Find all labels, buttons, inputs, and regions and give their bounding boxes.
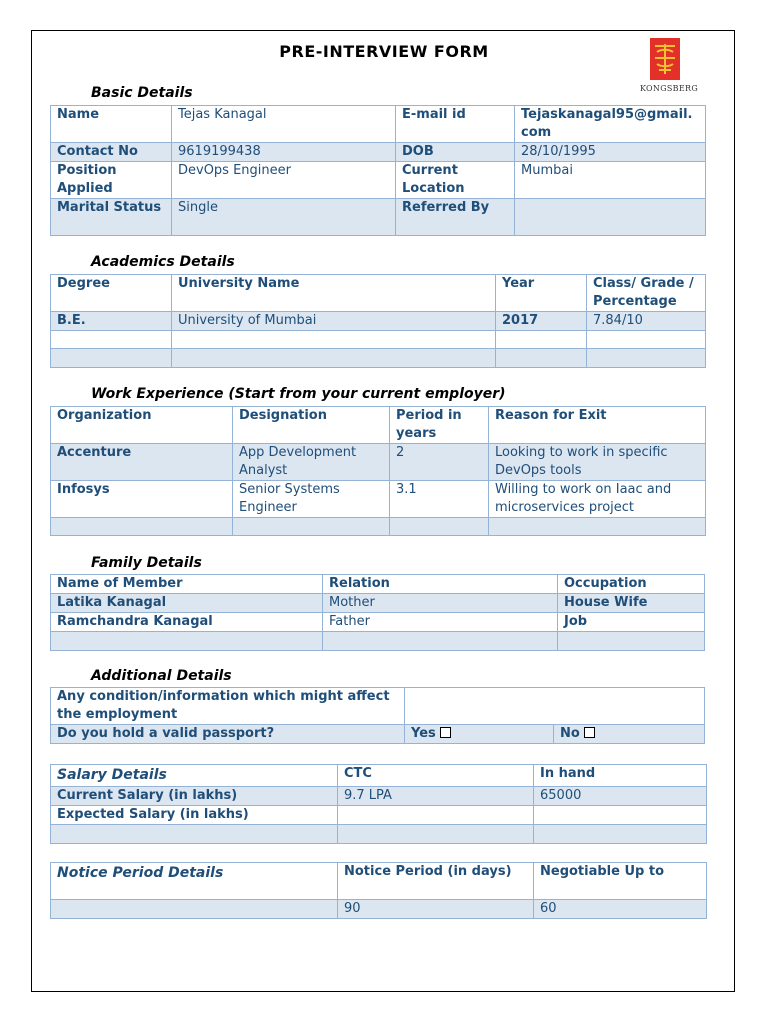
salary-table [50, 764, 707, 844]
yes-checkbox[interactable] [440, 727, 451, 738]
reason-cell[interactable] [489, 518, 706, 536]
no-checkbox[interactable] [584, 727, 595, 738]
university-cell[interactable]: University of Mumbai [172, 312, 496, 331]
university-header: University Name [172, 275, 496, 312]
passport-label: Do you hold a valid passport? [51, 725, 405, 744]
family-heading: Family Details [91, 555, 202, 571]
table-header-row [51, 407, 706, 444]
table-row [51, 143, 706, 162]
organization-cell[interactable] [51, 518, 233, 536]
table-row [51, 632, 705, 651]
year-cell[interactable]: 2017 [496, 312, 587, 331]
organization-cell[interactable]: Infosys [51, 481, 233, 518]
designation-cell[interactable] [233, 518, 390, 536]
grade-cell[interactable] [587, 349, 706, 368]
member-name-cell[interactable]: Ramchandra Kanagal [51, 613, 323, 632]
work-experience-table [50, 406, 706, 536]
name-value[interactable]: Tejas Kanagal [172, 106, 396, 143]
grade-header: Class/ Grade / Percentage [587, 275, 706, 312]
referred-value[interactable] [515, 199, 706, 236]
table-header-row [51, 575, 705, 594]
table-header-row [51, 765, 707, 787]
expected-ctc-value[interactable] [338, 806, 534, 825]
basic-details-heading: Basic Details [91, 85, 193, 101]
relation-cell[interactable]: Mother [323, 594, 558, 613]
academics-heading: Academics Details [91, 254, 235, 270]
notice-period-header: Notice Period (in days) [338, 863, 534, 900]
yes-label: Yes [411, 726, 436, 741]
table-header-row [51, 275, 706, 312]
salary-cell[interactable] [51, 825, 338, 844]
notice-period-value[interactable]: 90 [338, 900, 534, 919]
table-row [51, 725, 705, 744]
position-label: Position Applied [51, 162, 172, 199]
family-table [50, 574, 705, 651]
expected-in-hand-value[interactable] [534, 806, 707, 825]
salary-cell[interactable] [338, 825, 534, 844]
ctc-header: CTC [338, 765, 534, 787]
relation-cell[interactable]: Father [323, 613, 558, 632]
expected-salary-label: Expected Salary (in lakhs) [51, 806, 338, 825]
reason-header: Reason for Exit [489, 407, 706, 444]
additional-heading: Additional Details [91, 668, 232, 684]
relation-header: Relation [323, 575, 558, 594]
year-cell[interactable] [496, 349, 587, 368]
table-row [51, 806, 707, 825]
designation-cell[interactable]: App Development Analyst [233, 444, 390, 481]
no-label: No [560, 726, 580, 741]
work-experience-heading: Work Experience (Start from your current employer) [91, 386, 506, 402]
degree-header: Degree [51, 275, 172, 312]
form-title: PRE-INTERVIEW FORM [279, 42, 489, 61]
member-name-cell[interactable] [51, 632, 323, 651]
reason-cell[interactable]: Willing to work on Iaac and microservices project [489, 481, 706, 518]
passport-yes-option[interactable] [405, 725, 554, 744]
occupation-cell[interactable] [558, 632, 705, 651]
occupation-cell[interactable]: Job [558, 613, 705, 632]
grade-cell[interactable] [587, 331, 706, 349]
table-row [51, 825, 707, 844]
marital-label: Marital Status [51, 199, 172, 236]
email-label: E-mail id [396, 106, 515, 143]
designation-header: Designation [233, 407, 390, 444]
table-row [51, 688, 705, 725]
name-label: Name [51, 106, 172, 143]
salary-cell[interactable] [534, 825, 707, 844]
university-cell[interactable] [172, 349, 496, 368]
relation-cell[interactable] [323, 632, 558, 651]
negotiable-header: Negotiable Up to [534, 863, 707, 900]
member-name-header: Name of Member [51, 575, 323, 594]
period-cell[interactable] [390, 518, 489, 536]
degree-cell[interactable] [51, 331, 172, 349]
additional-table [50, 687, 705, 744]
table-row [51, 481, 706, 518]
dob-label: DOB [396, 143, 515, 162]
table-row [51, 900, 707, 919]
position-value[interactable]: DevOps Engineer [172, 162, 396, 199]
table-row [51, 162, 706, 199]
referred-label: Referred By [396, 199, 515, 236]
table-header-row [51, 863, 707, 900]
basic-details-table [50, 105, 706, 236]
current-in-hand-value[interactable]: 65000 [534, 787, 707, 806]
negotiable-value[interactable]: 60 [534, 900, 707, 919]
notice-period-table [50, 862, 707, 919]
academics-table [50, 274, 706, 368]
table-row [51, 787, 707, 806]
period-cell[interactable]: 2 [390, 444, 489, 481]
table-row [51, 312, 706, 331]
notice-heading: Notice Period Details [51, 863, 338, 900]
reason-cell[interactable]: Looking to work in specific DevOps tools [489, 444, 706, 481]
contact-label: Contact No [51, 143, 172, 162]
passport-no-option[interactable] [554, 725, 705, 744]
marital-value[interactable]: Single [172, 199, 396, 236]
university-cell[interactable] [172, 331, 496, 349]
table-row [51, 594, 705, 613]
table-row [51, 331, 706, 349]
current-ctc-value[interactable]: 9.7 LPA [338, 787, 534, 806]
occupation-cell[interactable]: House Wife [558, 594, 705, 613]
in-hand-header: In hand [534, 765, 707, 787]
year-header: Year [496, 275, 587, 312]
member-name-cell[interactable]: Latika Kanagal [51, 594, 323, 613]
organization-cell[interactable]: Accenture [51, 444, 233, 481]
email-value[interactable]: Tejaskanagal95@gmail.com [515, 106, 706, 143]
notice-cell[interactable] [51, 900, 338, 919]
current-salary-label: Current Salary (in lakhs) [51, 787, 338, 806]
table-row [51, 444, 706, 481]
salary-heading: Salary Details [51, 765, 338, 787]
location-value[interactable]: Mumbai [515, 162, 706, 199]
year-cell[interactable] [496, 331, 587, 349]
condition-value[interactable] [405, 688, 705, 725]
table-row [51, 349, 706, 368]
organization-header: Organization [51, 407, 233, 444]
period-cell[interactable]: 3.1 [390, 481, 489, 518]
table-row [51, 106, 706, 143]
location-label: Current Location [396, 162, 515, 199]
designation-cell[interactable]: Senior Systems Engineer [233, 481, 390, 518]
grade-cell[interactable]: 7.84/10 [587, 312, 706, 331]
table-row [51, 613, 705, 632]
condition-label: Any condition/information which might affect the employment [51, 688, 405, 725]
logo-wordmark: KONGSBERG [639, 84, 699, 93]
contact-value[interactable]: 9619199438 [172, 143, 396, 162]
degree-cell[interactable] [51, 349, 172, 368]
dob-value[interactable]: 28/10/1995 [515, 143, 706, 162]
degree-cell[interactable]: B.E. [51, 312, 172, 331]
table-row [51, 518, 706, 536]
occupation-header: Occupation [558, 575, 705, 594]
period-header: Period in years [390, 407, 489, 444]
table-row [51, 199, 706, 236]
